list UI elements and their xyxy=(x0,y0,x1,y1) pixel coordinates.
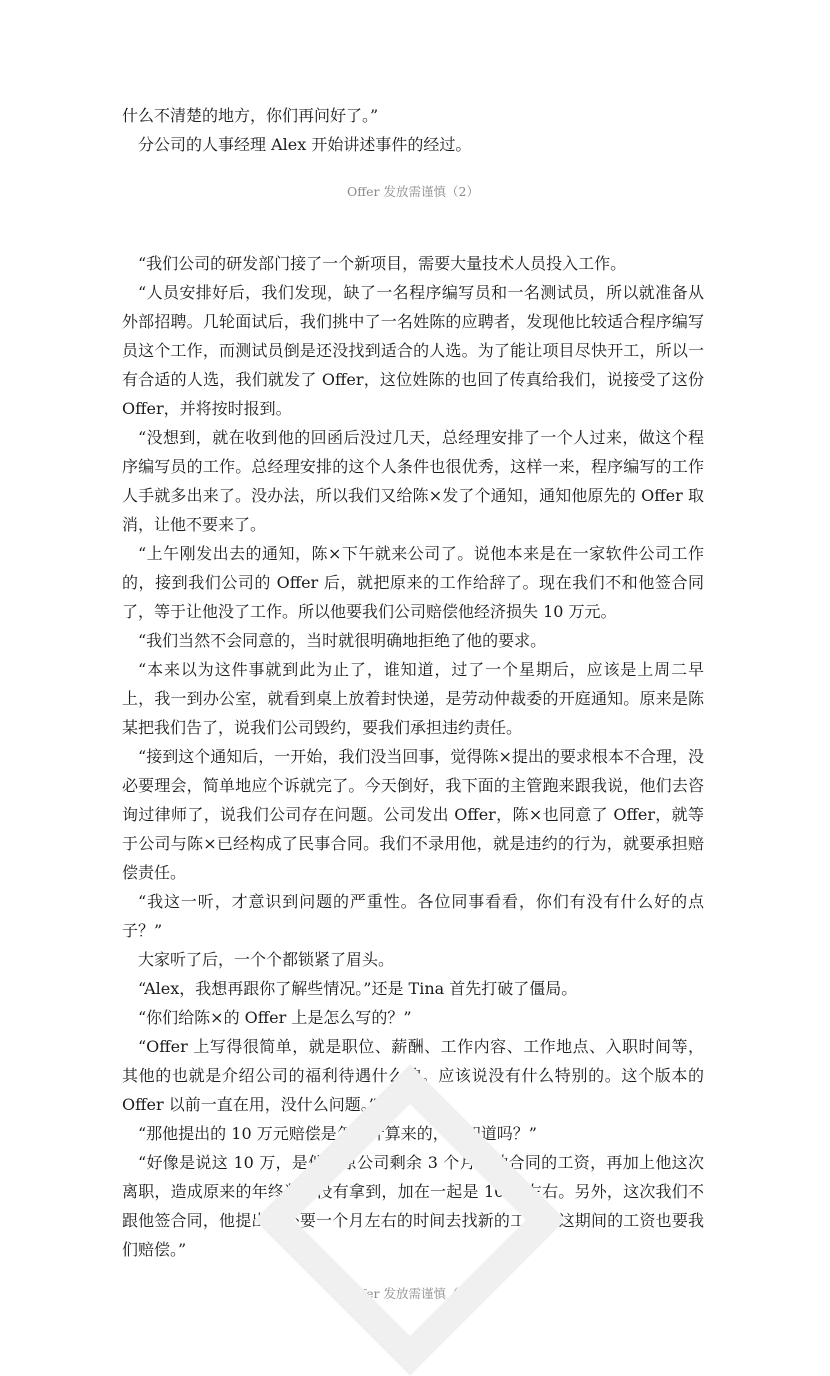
intro-continuation: 什么不清楚的地方，你们再问好了。” xyxy=(122,106,379,125)
paragraph: “我们当然不会同意的，当时就很明确地拒绝了他的要求。 xyxy=(138,631,547,650)
paragraph: “人员安排好后，我们发现，缺了一名程序编写员和一名测试员，所以就准备从外部招聘。几轮面试后，我们挑中了一名姓陈的应聘者，发现他比较适合程序编写员这个工作，而测试员倒是还没找到适合的人选。为了能让项目尽快开工，所以一有合适的人选，我们就发了 Offer，这位姓陈的也回了传真给我们，说接受了这份 Offer，并将按时报到。 xyxy=(122,283,704,418)
paragraph: “我们公司的研发部门接了一个新项目，需要大量技术人员投入工作。 xyxy=(138,254,627,273)
paragraph: “上午刚发出去的通知，陈×下午就来公司了。说他本来是在一家软件公司工作的，接到我们公司的 Offer 后，就把原来的工作给辞了。现在我们不和他签合同了，等于让他没了工作。所以他要我们公司赔偿他经济损失 10 万元。 xyxy=(122,544,704,621)
paragraph: “Offer 上写得很简单，就是职位、薪酬、工作内容、工作地点、入职时间等，其他的也就是介绍公司的福利待遇什么的。应该说没有什么特别的。这个版本的 Offer 以前一直在用，没什么问题。” xyxy=(122,1037,704,1114)
paragraph: “本来以为这件事就到此为止了，谁知道，过了一个星期后，应该是上周二早上，我一到办公室，就看到桌上放着封快递，是劳动仲裁委的开庭通知。原来是陈某把我们告了，说我们公司毁约，要我们承担违约责任。 xyxy=(122,660,704,737)
section-title-2: Offer 发放需谨慎（2） xyxy=(347,184,479,199)
paragraph: “我这一听，才意识到问题的严重性。各位同事看看，你们有没有什么好的点子？” xyxy=(122,892,704,940)
paragraph: “接到这个通知后，一开始，我们没当回事，觉得陈×提出的要求根本不合理，没必要理会，简单地应个诉就完了。今天倒好，我下面的主管跑来跟我说，他们去咨询过律师了，说我们公司存在问题。公司发出 Offer，陈×也同意了 Offer，就等于公司与陈×已经构成了民事合同。我们不录用他，就是违约的行为，就要承担赔偿责任。 xyxy=(122,747,704,882)
paragraph: 大家听了后，一个个都锁紧了眉头。 xyxy=(138,950,395,969)
paragraph: “Alex，我想再跟你了解些情况。”还是 Tina 首先打破了僵局。 xyxy=(138,979,578,998)
intro-paragraph: 分公司的人事经理 Alex 开始讲述事件的经过。 xyxy=(138,135,472,154)
paragraph: “你们给陈×的 Offer 上是怎么写的？” xyxy=(138,1008,412,1027)
section-title-3: Offer 发放需谨慎（3） xyxy=(347,1286,479,1301)
paragraph: “那他提出的 10 万元赔偿是怎么计算来的，你知道吗？” xyxy=(138,1124,537,1143)
paragraph: “好像是说这 10 万，是他与原公司剩余 3 个月劳动合同的工资，再加上他这次离职，造成原来的年终奖金没有拿到，加在一起是 10 万左右。另外，这次我们不跟他签合同，他提出，还要一个月左右的时间去找新的工作。这期间的工资也要我们赔偿。” xyxy=(122,1153,704,1259)
paragraph: “没想到，就在收到他的回函后没过几天，总经理安排了一个人过来，做这个程序编写员的工作。总经理安排的这个人条件也很优秀，这样一来，程序编写的工作人手就多出来了。没办法，所以我们又给陈×发了个通知，通知他原先的 Offer 取消，让他不要来了。 xyxy=(122,428,704,534)
